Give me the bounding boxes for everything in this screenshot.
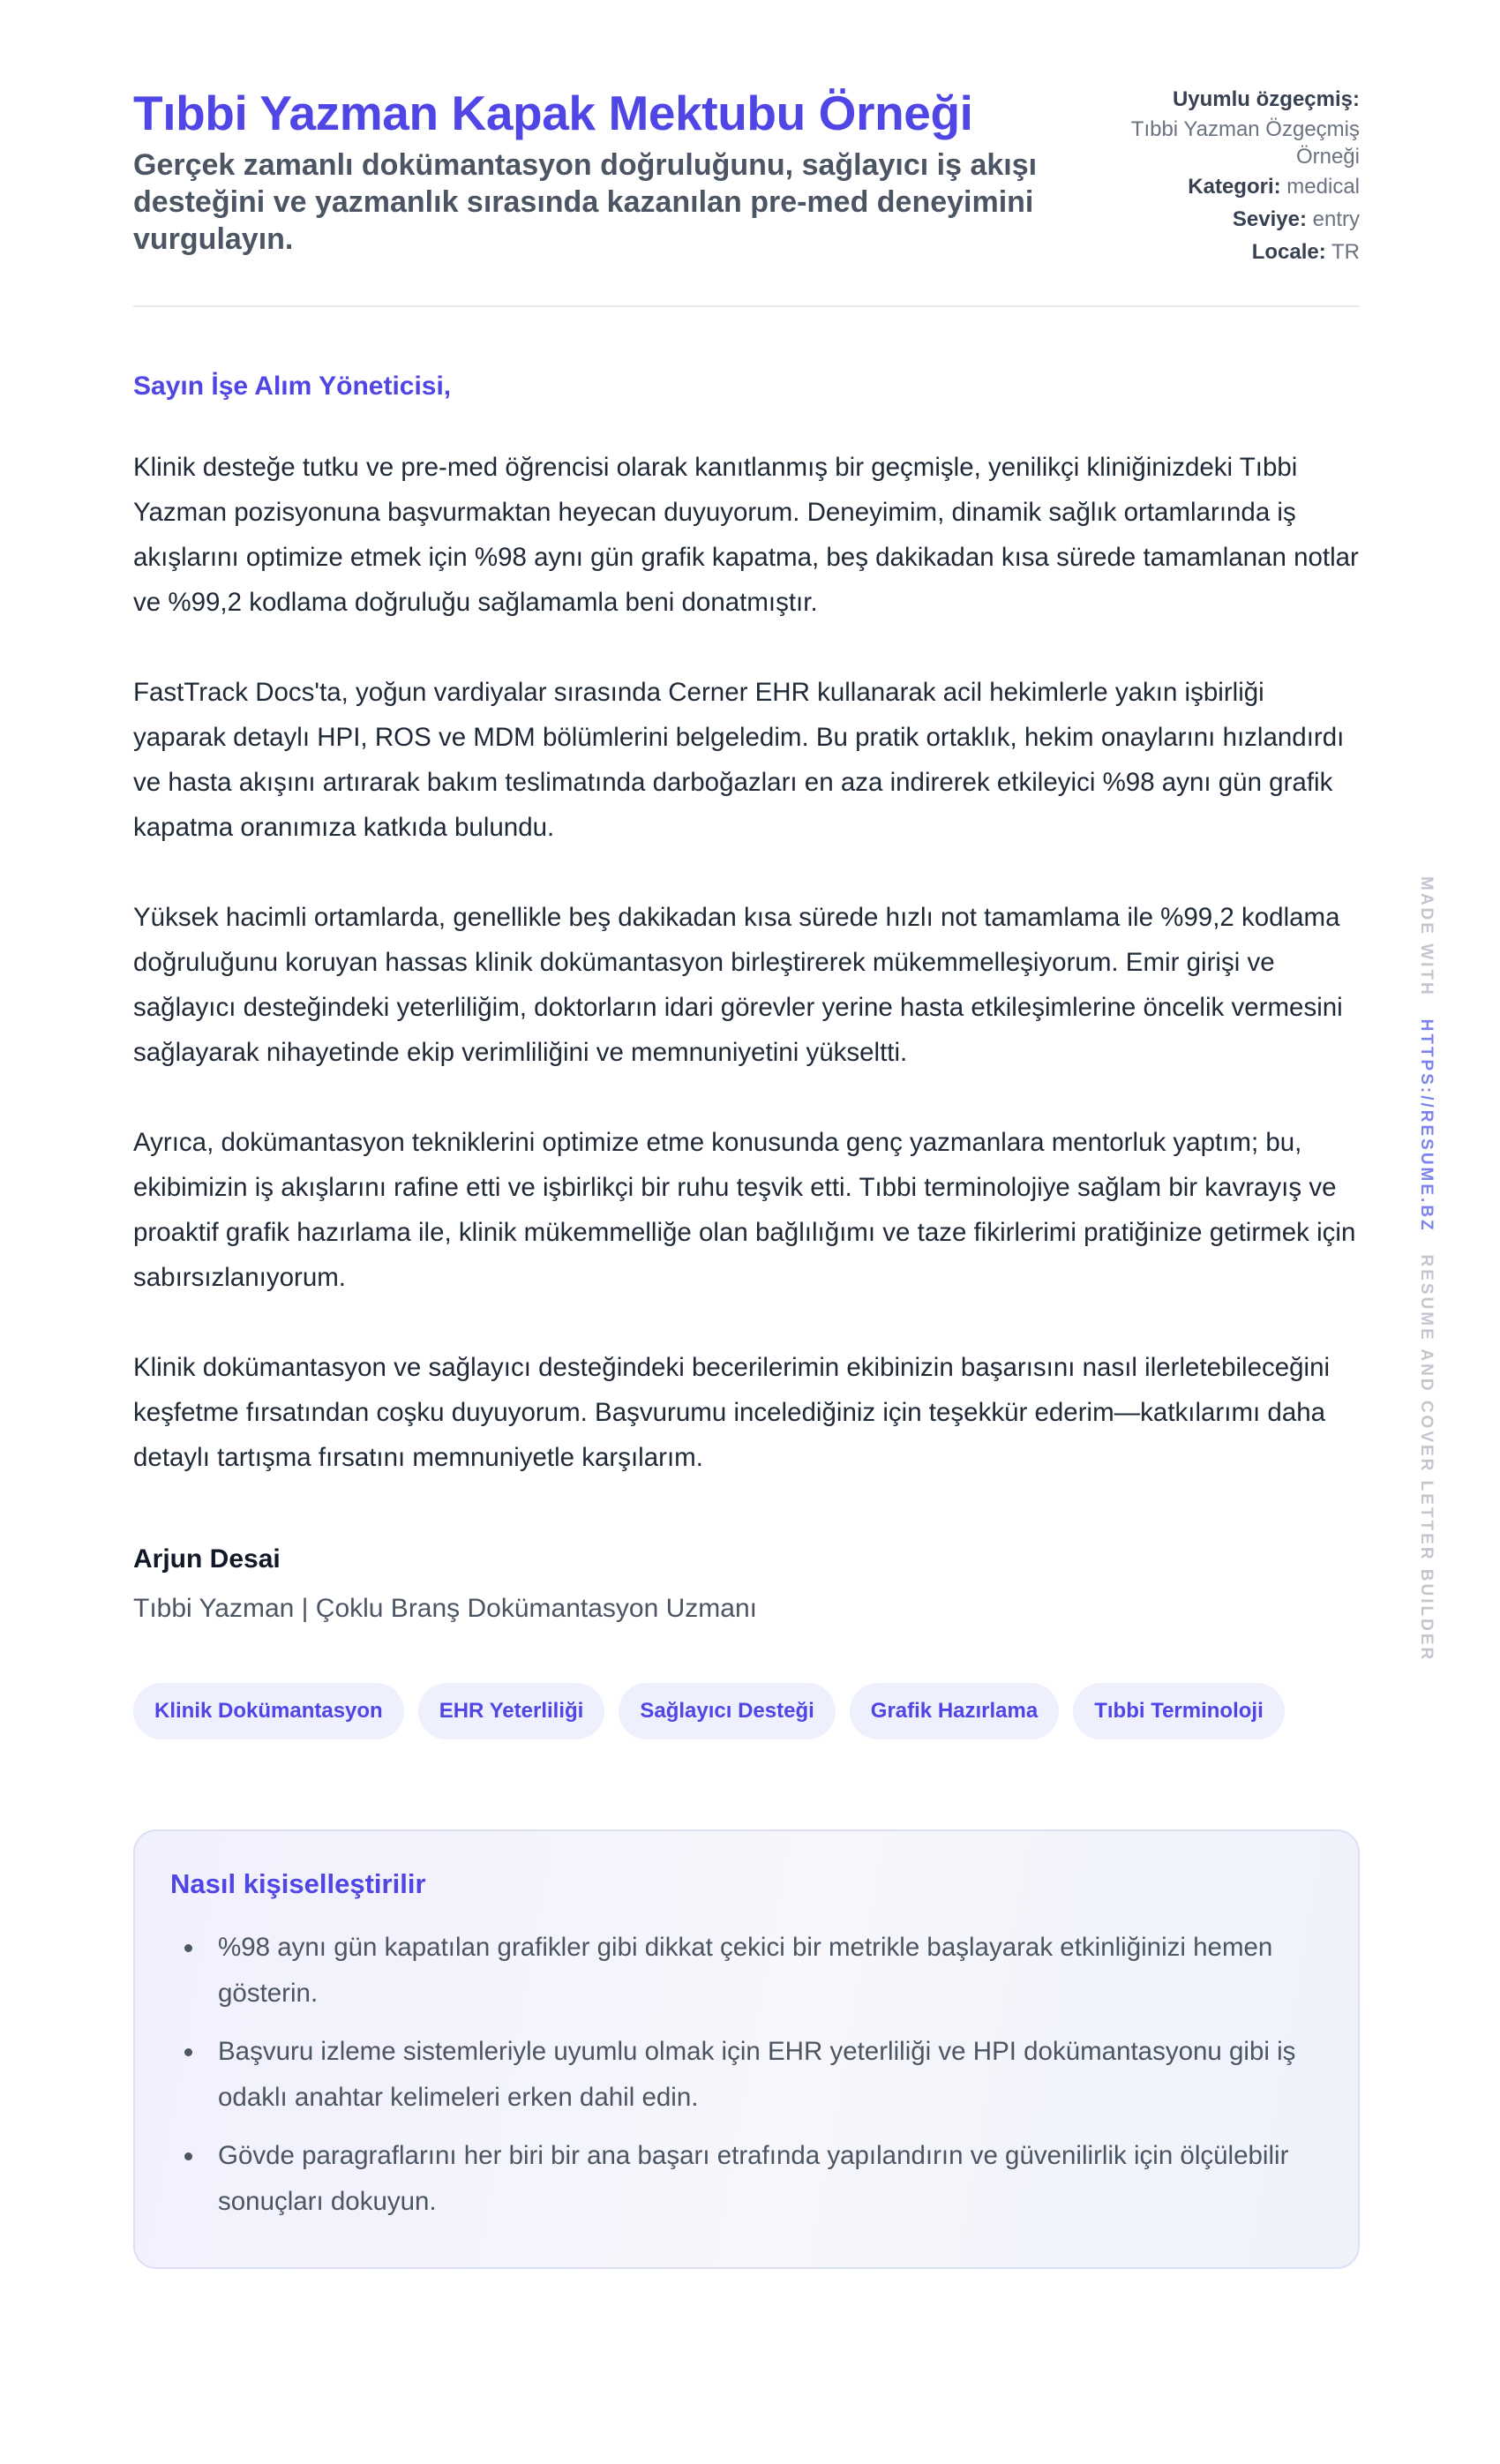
letter-paragraph: FastTrack Docs'ta, yoğun vardiyalar sırasında Cerner EHR kullanarak acil hekimlerle yakın işbirliği yaparak detaylı HPI, ROS ve MDM bölümlerini belgeledim. Bu pratik ortaklık, hekim onaylarını hızlandırdı ve hasta akışını artırarak bakım teslimatında darboğazları en aza indirerek etkileyici %98 aynı gün grafik kapatma oranımıza katkıda bulundu. bbox=[133, 678, 1345, 842]
meta-locale bbox=[1130, 236, 1360, 268]
meta-resume-value[interactable]: Tıbbi Yazman Özgeçmiş Örneği bbox=[1130, 117, 1360, 169]
letter-paragraph: Klinik dokümantasyon ve sağlayıcı desteğindeki becerilerimin ekibinizin başarısını nasıl ilerletebileceğini keşfetme fırsatından coşku duyuyorum. Başvurumu incelediğiniz için teşekkür ederim—katkılarımı daha detaylı tartışma fırsatını memnuniyetle karşılarım. bbox=[133, 1353, 1331, 1472]
skill-tag[interactable]: Grafik Hazırlama bbox=[850, 1683, 1059, 1739]
credit-suffix: RESUME AND COVER LETTER BUILDER bbox=[1417, 1254, 1436, 1663]
letter-paragraph: Klinik desteğe tutku ve pre-med öğrencisi olarak kanıtlanmış bir geçmişle, yenilikçi kliniğinizdeki Tıbbi Yazman pozisyonuna başvurmaktan heyecan duyuyorum. Deneyimim, dinamik sağlık ortamlarında iş akışlarını optimize etmek için %98 aynı gün grafik kapatma, beş dakikadan kısa sürede tamamlanan notlar ve %99,2 kodlama doğruluğu sağlamamla beni donatmıştır. bbox=[133, 453, 1359, 617]
meta-locale-label: Locale: bbox=[1251, 240, 1326, 264]
meta-level-label: Seviye: bbox=[1232, 207, 1307, 231]
signature-title: Tıbbi Yazman | Çoklu Branş Dokümantasyon Uzmanı bbox=[133, 1594, 757, 1623]
letter-paragraph: Yüksek hacimli ortamlarda, genellikle beş dakikadan kısa sürede hızlı not tamamlama ile %99,2 kodlama doğruluğunu koruyan hassas klinik dokümantasyon birleştirerek mükemmelleşiyorum. Emir girişi ve sağlayıcı desteğindeki yeterliliğim, doktorların idari görevler yerine hasta etkileşimlerine öncelik vermesini sağlayarak nihayetinde ekip verimliliğini ve memnuniyetini yükseltti. bbox=[133, 903, 1343, 1067]
meta-level-value: entry bbox=[1312, 207, 1360, 231]
skill-tag[interactable]: EHR Yeterliliği bbox=[418, 1683, 605, 1739]
tip-item: • Başvuru izleme sistemleriyle uyumlu olmak için EHR yeterliliği ve HPI dokümantasyonu gibi iş odaklı anahtar kelimeleri erken dahil edin. bbox=[206, 2029, 1323, 2121]
skill-tag[interactable]: Tıbbi Terminoloji bbox=[1073, 1683, 1285, 1739]
meta-resume bbox=[1130, 83, 1360, 116]
page-subtitle: Gerçek zamanlı dokümantasyon doğruluğunu, sağlayıcı iş akışı desteğini ve yazmanlık sırasında kazanılan pre-med deneyimini vurgulayın. bbox=[133, 148, 1038, 256]
personalization-tips bbox=[133, 1829, 1360, 2269]
meta-level bbox=[1130, 203, 1360, 236]
page-header bbox=[133, 79, 1360, 307]
side-credit bbox=[1415, 876, 1436, 1663]
meta-locale-value: TR bbox=[1331, 240, 1360, 264]
letter-salutation: Sayın İşe Alım Yöneticisi, bbox=[133, 372, 452, 401]
letter-paragraph: Ayrıca, dokümantasyon tekniklerini optimize etme konusunda genç yazmanlara mentorluk yaptım; bu, ekibimizin iş akışlarını rafine etti ve işbirlikçi bir ruhu teşvik etti. Tıbbi terminolojiye sağlam bir kavrayış ve proaktif grafik hazırlama ile, klinik mükemmelliğe olan bağlılığımı ve taze fikirlerimi pratiğinize getirmek için sabırsızlanıyorum. bbox=[133, 1128, 1356, 1292]
meta-category-label: Kategori: bbox=[1188, 175, 1281, 199]
meta-info bbox=[1130, 79, 1360, 268]
credit-link[interactable]: HTTPS://RESUME.BZ bbox=[1417, 1018, 1436, 1233]
meta-resume-label: Uyumlu özgeçmiş: bbox=[1172, 87, 1360, 111]
tips-title: Nasıl kişiselleştirilir bbox=[170, 1868, 426, 1899]
tip-item: • Gövde paragraflarını her biri bir ana başarı etrafında yapılandırın ve güvenilirlik için ölçülebilir sonuçları dokuyun. bbox=[206, 2133, 1323, 2225]
meta-category bbox=[1130, 170, 1360, 203]
skill-tag[interactable]: Sağlayıcı Desteği bbox=[619, 1683, 835, 1739]
signature-name: Arjun Desai bbox=[133, 1544, 281, 1574]
skill-tag[interactable]: Klinik Dokümantasyon bbox=[133, 1683, 404, 1739]
side-credit-text bbox=[1415, 876, 1436, 1662]
cover-letter-page bbox=[133, 79, 1360, 2269]
meta-category-value: medical bbox=[1286, 175, 1360, 199]
skill-tags bbox=[133, 1683, 1360, 1739]
tips-list bbox=[170, 1925, 1323, 2225]
title-block bbox=[133, 79, 1051, 258]
letter-body bbox=[133, 445, 1360, 1480]
page-title: Tıbbi Yazman Kapak Mektubu Örneği bbox=[133, 86, 973, 140]
credit-prefix: MADE WITH bbox=[1417, 876, 1436, 997]
tip-item: • %98 aynı gün kapatılan grafikler gibi dikkat çekici bir metrikle başlayarak etkinliğinizi hemen gösterin. bbox=[206, 1925, 1323, 2017]
